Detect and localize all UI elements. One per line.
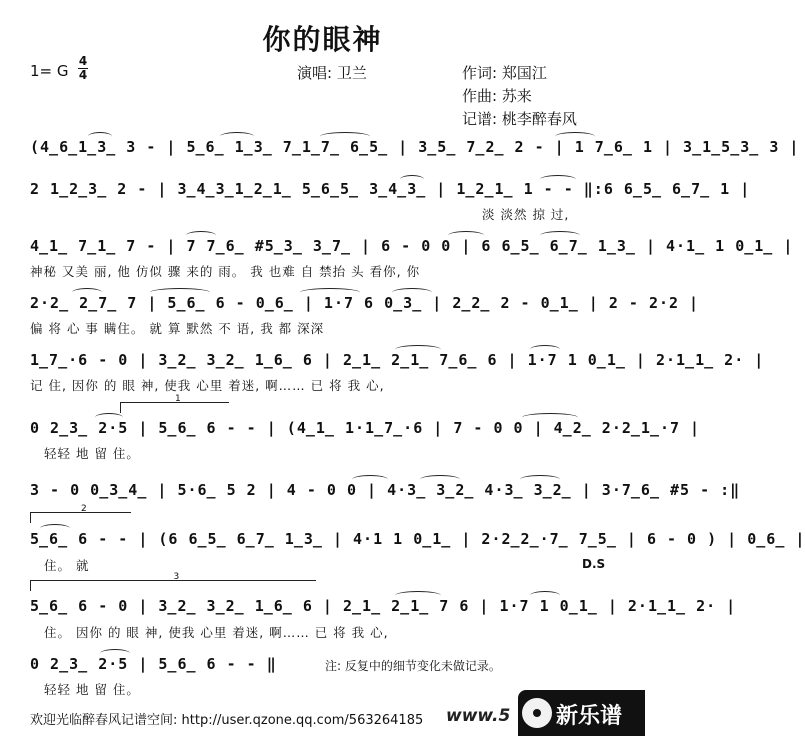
singer: 演唱: 卫兰: [297, 64, 367, 82]
tie-mark: [540, 175, 576, 184]
tie-mark: [395, 345, 441, 354]
tie-mark: [522, 413, 578, 422]
tie-mark: [220, 132, 254, 141]
tie-mark: [352, 475, 388, 484]
tie-mark: [320, 132, 370, 141]
tie-mark: [400, 175, 424, 184]
volta-3: 3: [30, 580, 316, 591]
time-signature: [78, 56, 88, 80]
tie-mark: [72, 288, 102, 297]
song-title: 你的眼神: [262, 23, 383, 56]
notation-row-7: 3 - 0 0̲3̲4̲ | 5·6̲ 5 2 | 4 - 0 0 | 4·3̲ 3̲2̲ 4·3̲ 3̲2̲ | 3·7̲6̲ #5 - :‖: [30, 481, 741, 499]
notation-row-6: 0 2̲3̲ 2·5 | 5̲6̲ 6 - - | (4̲1̲ 1·1̲7̲·6 | 7 - 0 0 | 4̲2̲ 2·2̲1̲·7 |: [30, 419, 701, 437]
time-sig-top: 4: [78, 54, 88, 68]
notation-row-9: 5̲6̲ 6 - 0 | 3̲2̲ 3̲2̲ 1̲6̲ 6 | 2̲1̲ 2̲1̲ 7 6 | 1·7 1 0̲1̲ | 2·1̲1̲ 2· |: [30, 597, 737, 615]
notation-row-2: 2 1̲2̲3̲ 2 - | 3̲4̲3̲1̲2̲1̲ 5̲6̲5̲ 3̲4̲3̲ | 1̲2̲1̲ 1 - - ‖:6 6̲5̲ 6̲7̲ 1 |: [30, 180, 751, 198]
lyric-row-6: 轻轻 地 留 住。: [44, 446, 140, 461]
notation-row-4: 2·2̲ 2̲7̲ 7 | 5̲6̲ 6 - 0̲6̲ | 1·7 6 0̲3̲ | 2̲2̲ 2 - 0̲1̲ | 2 - 2·2 |: [30, 294, 700, 312]
tie-mark: [530, 345, 560, 354]
tie-mark: [530, 591, 560, 600]
notation-row-5: 1̲7̲·6 - 0 | 3̲2̲ 3̲2̲ 1̲6̲ 6 | 2̲1̲ 2̲1̲ 7̲6̲ 6 | 1·7 1 0̲1̲ | 2·1̲1̲ 2· |: [30, 351, 765, 369]
tie-mark: [100, 649, 130, 658]
notation-row-1: (4̲6̲1̲3̲ 3 - | 5̲6̲ 1̲3̲ 7̲1̲7̲ 6̲5̲ | 3̲5̲ 7̲2̲ 2 - | 1 7̲6̲ 1 | 3̲1̲5̲3̲ 3 |: [30, 138, 800, 156]
volta-1: 1: [120, 402, 229, 413]
lyric-row-4: 偏 将 心 事 瞒住。 就 算 默然 不 语, 我 都 深深: [30, 321, 325, 336]
time-sig-bottom: 4: [78, 68, 88, 82]
tie-mark: [40, 524, 70, 533]
ds-marker: D.S: [582, 557, 606, 571]
tie-mark: [520, 475, 560, 484]
tie-mark: [395, 591, 441, 600]
lyric-row-3: 神秘 又美 丽, 他 仿似 骤 来的 雨。 我 也难 自 禁抬 头 看你, 你: [30, 264, 421, 279]
lyric-row-10: 轻轻 地 留 住。: [44, 682, 140, 697]
lyric-row-8: 住。 就: [44, 558, 90, 573]
lyric-row-9: 住。 因你 的 眼 神, 使我 心里 着迷, 啊…… 已 将 我 心,: [44, 625, 389, 640]
tie-mark: [540, 231, 580, 240]
notation-row-3: 4̲1̲ 7̲1̲ 7 - | 7 7̲6̲ #5̲3̲ 3̲7̲ | 6 - 0 0 | 6 6̲5̲ 6̲7̲ 1̲3̲ | 4·1̲ 1 0̲1̲ |: [30, 237, 794, 255]
lyric-row-5: 记 住, 因你 的 眼 神, 使我 心里 着迷, 啊…… 已 将 我 心,: [30, 378, 385, 393]
notation-row-8: 5̲6̲ 6 - - | (6 6̲5̲ 6̲7̲ 1̲3̲ | 4·1 1 0̲1̲ | 2·2̲2̲·7̲ 7̲5̲ | 6 - 0 ) | 0̲6̲ |: [30, 530, 805, 548]
tie-mark: [392, 288, 432, 297]
logo-name: 新乐谱: [556, 704, 623, 729]
remark-note: 注: 反复中的细节变化未做记录。: [325, 659, 501, 673]
tie-mark: [95, 413, 123, 422]
logo-url: www.5: [446, 706, 511, 726]
tie-mark: [300, 288, 360, 297]
composer: 作曲: 苏来: [462, 87, 532, 105]
tie-mark: [88, 132, 112, 141]
key-signature: 1= G: [30, 62, 69, 80]
tie-mark: [448, 231, 484, 240]
lyricist: 作词: 郑国江: [462, 64, 547, 82]
lyric-row-2: 淡 淡然 掠 过,: [482, 207, 570, 222]
tie-mark: [555, 132, 595, 141]
volta-2: 2: [30, 512, 131, 523]
transcriber: 记谱: 桃李醉春风: [462, 110, 577, 128]
tie-mark: [420, 475, 460, 484]
tie-mark: [186, 231, 216, 240]
footer-text: 欢迎光临醉春风记谱空间: http://user.qzone.qq.com/563264185: [30, 713, 424, 728]
notation-row-10: 0 2̲3̲ 2·5 | 5̲6̲ 6 - - ‖: [30, 655, 277, 673]
tie-mark: [150, 288, 210, 297]
record-icon: [522, 698, 552, 728]
